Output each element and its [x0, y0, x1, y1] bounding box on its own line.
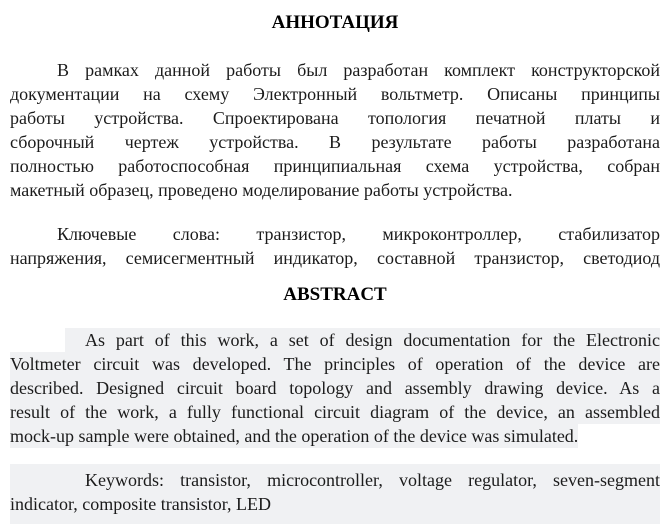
- abstract-keywords-paragraph: [10, 464, 660, 524]
- line-text: described. Designed circuit board topology and assembly drawing device. As a: [10, 378, 660, 398]
- annotation-body-paragraph: [10, 58, 660, 202]
- text-line: [10, 424, 660, 448]
- line-text: В рамках данной работы был разработан комплект конструкторской: [57, 60, 660, 80]
- line-text: напряжения, семисегментный индикатор, составной транзистор, светодиод: [10, 248, 660, 268]
- line-text: As part of this work, a set of design documentation for the Electronic: [85, 330, 660, 350]
- line-text: документации на схему Электронный вольтметр. Описаны принципы: [10, 84, 660, 104]
- line-text: indicator, composite transistor, LED: [10, 494, 271, 514]
- line-text: result of the work, a fully functional circuit diagram of the device, an assembled: [10, 402, 660, 422]
- text-line: [10, 376, 660, 400]
- first-line-indent: [10, 485, 85, 486]
- annotation-heading: АННОТАЦИЯ: [271, 12, 399, 33]
- line-text: макетный образец, проведено моделирование работы устройства.: [10, 180, 513, 200]
- text-line: [10, 106, 660, 130]
- first-line-indent: [10, 75, 57, 76]
- text-line: [65, 328, 660, 352]
- text-line: [10, 222, 660, 246]
- text-line: [10, 246, 660, 270]
- line-text: работы устройства. Спроектирована топология печатной платы и: [10, 108, 660, 128]
- line-text: Voltmeter circuit was developed. The principles of operation of the device are: [10, 354, 660, 374]
- line-text: mock-up sample were obtained, and the operation of the device was simulated.: [10, 426, 579, 446]
- text-line: [10, 154, 660, 178]
- line-text: Keywords: transistor, microcontroller, voltage regulator, seven-segment: [85, 470, 660, 490]
- line-text: Ключевые слова: транзистор, микроконтроллер, стабилизатор: [57, 224, 660, 244]
- first-line-indent: [10, 239, 57, 240]
- text-line: [10, 400, 660, 424]
- text-line: [10, 82, 660, 106]
- abstract-body-paragraph: [10, 328, 660, 448]
- text-line: [10, 130, 660, 154]
- text-line: [10, 352, 660, 376]
- text-line: [10, 58, 660, 82]
- annotation-keywords-paragraph: [10, 222, 660, 270]
- text-line: [10, 178, 660, 202]
- line-text: сборочный чертеж устройства. В результате работы разработана: [10, 132, 660, 152]
- abstract-heading: ABSTRACT: [283, 284, 387, 305]
- line-text: полностью работоспособная принципиальная схема устройства, собран: [10, 156, 660, 176]
- text-line: [10, 468, 660, 492]
- text-line: [10, 492, 660, 516]
